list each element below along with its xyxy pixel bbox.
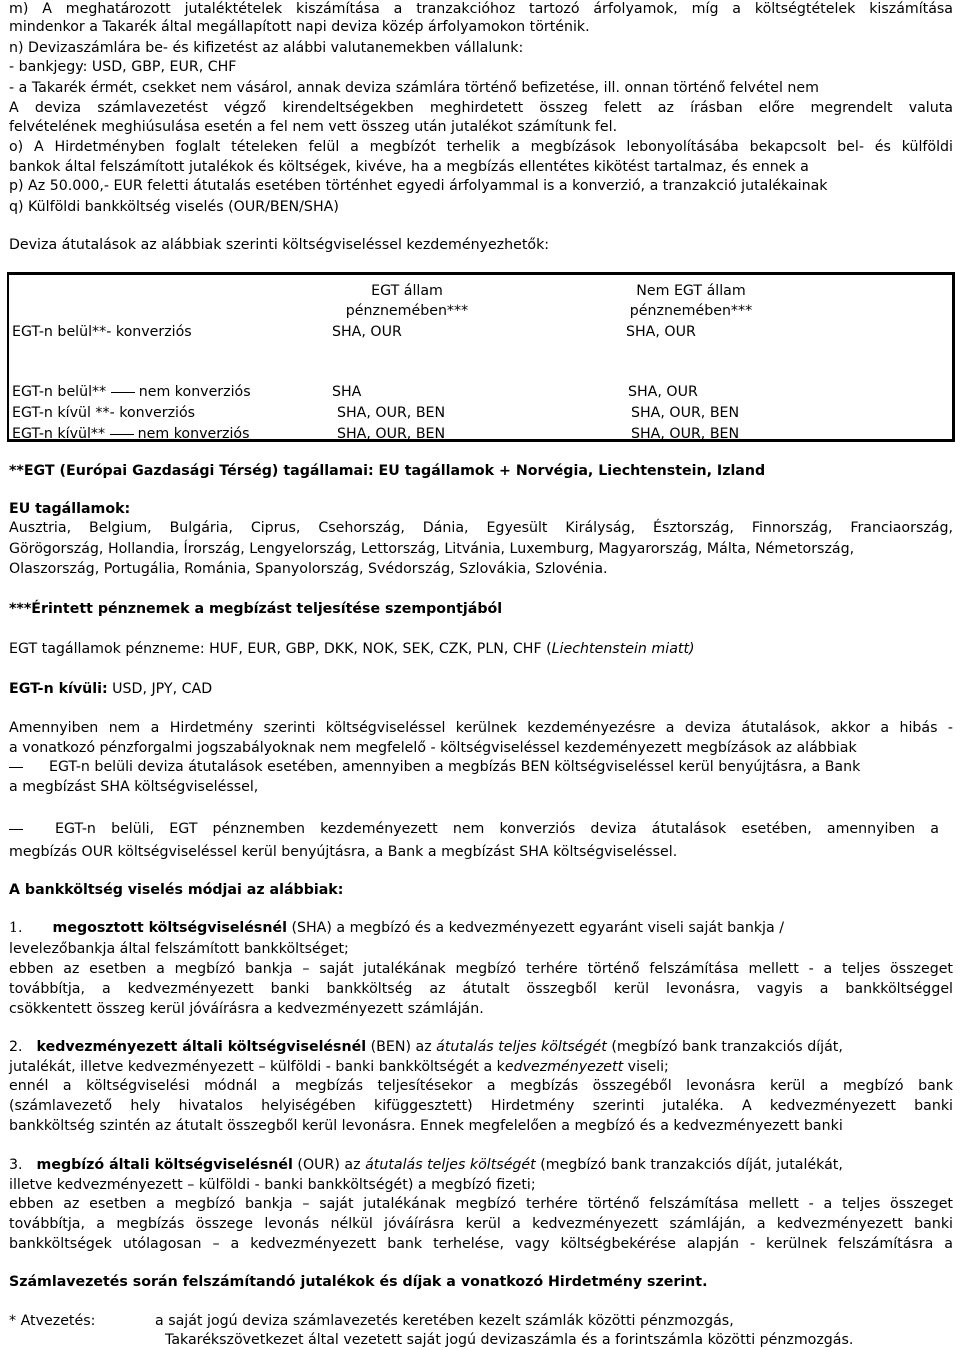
row4-non-egt: SHA, OUR, BEN bbox=[631, 426, 740, 442]
egt-currency-line bbox=[9, 640, 695, 658]
para-n-deviza-line2: felvételének meghiúsulása esetén a fel nem vett összeg után jutalékot számítunk fel. bbox=[9, 119, 618, 135]
wrong-cost-line1: Amennyiben nem a Hirdetmény szerinti költségviseléssel kerülnek kezdeményezésre a deviza átutalások, akkor a hibás - bbox=[9, 720, 953, 736]
wrong-cost-line2: a vonatkozó pénzforgalmi jogszabályoknak nem megfelelő - költségviseléssel kezdeményezett megbízások az alábbiak bbox=[9, 740, 857, 756]
mode2-number: 2. bbox=[9, 1039, 23, 1055]
header-non-egt-line2: pénznemében*** bbox=[629, 303, 753, 319]
bullet2-text: EGT-n belüli, EGT pénznemben kezdeményezett nem konverziós deviza átutalások esetében, amennyiben a bbox=[55, 821, 939, 837]
transfer-note-label: * Atvezetés: bbox=[9, 1313, 96, 1329]
fees-heading: Számlavezetés során felszámítandó jutalékok és díjak a vonatkozó Hirdetmény szerint. bbox=[9, 1274, 708, 1290]
mode3-line3: ebben az esetben a megbízó bankja – saját jutalékának megbízó terhére történő felszámítása mellett - a teljes összeget bbox=[9, 1196, 953, 1212]
non-egt-currency-line bbox=[9, 680, 212, 698]
bullet1-line2: a megbízást SHA költségviseléssel, bbox=[9, 779, 259, 795]
egt-member-note: **EGT (Európai Gazdasági Térség) tagállamai: EU tagállamok + Norvégia, Liechtenstein, Izland bbox=[9, 463, 766, 479]
row2-label bbox=[12, 383, 251, 401]
non-egt-value: USD, JPY, CAD bbox=[107, 681, 213, 697]
mode2-rest: (megbízó bank tranzakciós díját, bbox=[606, 1039, 843, 1055]
eu-heading: EU tagállamok: bbox=[9, 501, 131, 517]
row3-non-egt: SHA, OUR, BEN bbox=[631, 405, 740, 421]
mode1-line2: levelezőbankja által felszámított bankköltséget; bbox=[9, 941, 349, 957]
para-n-takarek: - a Takarék érmét, csekket nem vásárol, annak deviza számlára történő befizetése, ill. onnan történő felvétel nem bbox=[9, 80, 819, 96]
mode2-line4: (számlavezető hely hivatalos helyiségében kifüggesztett) Hirdetmény szerinti jutaléka. A kedvezményezett banki bbox=[9, 1098, 953, 1114]
para-o-line1: o) A Hirdetményben foglalt tételeken felül a megbízót terhelik a megbízások lebonyolításába bekapcsolt bel- és külföldi bbox=[9, 139, 953, 155]
mode2-italic: átutalás teljes költségét bbox=[436, 1039, 607, 1055]
header-egt-line1: EGT állam bbox=[371, 283, 443, 299]
row2-label-a: EGT-n belül** bbox=[12, 384, 107, 400]
bullet1-line1 bbox=[9, 758, 860, 776]
mode2-line1 bbox=[9, 1038, 843, 1056]
dash-icon bbox=[111, 392, 135, 393]
cost-bearing-table bbox=[7, 272, 955, 442]
mode1-line3: ebben az esetben a megbízó bankja – saját jutalékának megbízó terhére történő felszámítása mellett - a teljes összeget bbox=[9, 961, 953, 977]
mode2-line2b: edvezményezett bbox=[504, 1059, 624, 1075]
para-n-deviza-line1: A deviza számlavezetést végző kirendeltségekben meghirdetett összeg felett az írásban előre megrendelt valuta bbox=[9, 100, 953, 116]
mode3-number: 3. bbox=[9, 1157, 23, 1173]
egt-currency-text: EGT tagállamok pénzneme: HUF, EUR, GBP, DKK, NOK, SEK, CZK, PLN, CHF ( bbox=[9, 641, 552, 657]
mode3-italic: átutalás teljes költségét bbox=[365, 1157, 536, 1173]
transfer-note-line1: a saját jogú deviza számlavezetés keretében kezelt számlák közötti pénzmozgás, bbox=[155, 1313, 734, 1329]
row2-egt: SHA bbox=[332, 384, 362, 400]
mode3-line5: bankköltségek utólagosan – a kedvezményezett bank terhelése, vagy költségbekérése alapján - kerülnek felszámításra a bbox=[9, 1236, 953, 1252]
mode1-number: 1. bbox=[9, 920, 23, 936]
para-m-line1: m) A meghatározott jutaléktételek kiszámítása a tranzakcióhoz tartozó árfolyamok, míg a költségtételek kiszámítása bbox=[9, 1, 953, 17]
egt-currency-italic: Liechtenstein miatt) bbox=[551, 641, 695, 657]
eu-list-line2: Görögország, Hollandia, Írország, Lengyelország, Lettország, Litvánia, Luxemburg, Magyarország, Málta, Németország, bbox=[9, 541, 855, 557]
bullet2-line1 bbox=[9, 820, 939, 838]
mode2-line2 bbox=[9, 1058, 669, 1076]
mode3-rest: (megbízó bank tranzakciós díját, jutalékát, bbox=[535, 1157, 843, 1173]
mode2-line2c: viseli; bbox=[623, 1059, 669, 1075]
mode3-line2: illetve kedvezményezett – külföldi - banki bankköltségét) a megbízó fizeti; bbox=[9, 1177, 536, 1193]
row3-label: EGT-n kívül **- konverziós bbox=[12, 405, 196, 421]
para-o-line2: bankok által felszámított jutalékok és költségek, kivéve, ha a megbízás ellentétes kikötést tartalmaz, és ennek a bbox=[9, 159, 809, 175]
dash-bullet-icon bbox=[9, 829, 23, 830]
para-m-line2: mindenkor a Takarék által megállapított napi deviza közép árfolyamokon történik. bbox=[9, 19, 590, 35]
mode1-rest: (SHA) a megbízó és a kedvezményezett egyaránt viseli saját bankja / bbox=[286, 920, 784, 936]
header-egt-line2: pénznemében*** bbox=[345, 303, 469, 319]
row3-egt: SHA, OUR, BEN bbox=[337, 405, 446, 421]
row1-egt: SHA, OUR bbox=[332, 324, 402, 340]
eu-list-line3: Olaszország, Portugália, Románia, Spanyolország, Svédország, Szlovákia, Szlovénia. bbox=[9, 561, 608, 577]
mode2-line3: ennél a költségviselési módnál a megbízás teljesítésekor a megbízás összegéből levonásra kerül a megbízó bank bbox=[9, 1078, 953, 1094]
bullet2-line2: megbízás OUR költségviseléssel kerül benyújtásra, a Bank a megbízást SHA költségviseléssel. bbox=[9, 844, 678, 860]
dash-icon bbox=[110, 434, 134, 435]
row4-egt: SHA, OUR, BEN bbox=[337, 426, 446, 442]
transfer-intro: Deviza átutalások az alábbiak szerinti költségviseléssel kezdeményezhetők: bbox=[9, 237, 550, 253]
non-egt-label: EGT-n kívüli: bbox=[9, 681, 108, 697]
dash-bullet-icon bbox=[9, 767, 23, 768]
mode1-line1 bbox=[9, 919, 953, 937]
eu-list-line1: Ausztria, Belgium, Bulgária, Ciprus, Csehország, Dánia, Egyesült Királyság, Észtország, Finnország, Franciaország, bbox=[9, 520, 953, 536]
mode1-line5: csökkentett összeg kerül jóváírásra a kedvezményezett számláján. bbox=[9, 1001, 484, 1017]
row4-label-a: EGT-n kívül** bbox=[12, 426, 106, 442]
row4-label bbox=[12, 425, 250, 443]
row2-non-egt: SHA, OUR bbox=[628, 384, 698, 400]
mode3-line4: továbbítja, a megbízás összege levonás nélkül jóváírásra kerül a kedvezményezett számláján, a kedvezményezett banki bbox=[9, 1216, 953, 1232]
transfer-note-line2: Takarékszövetkezet által vezetett saját jogú devizaszámla és a forintszámla közötti pénzmozgás. bbox=[165, 1332, 854, 1348]
row4-label-b: nem konverziós bbox=[137, 426, 250, 442]
mode1-line4: továbbítja, a kedvezményezett banki bankköltség az átutalt összegből kerül levonásra, vagyis a bankköltséggel bbox=[9, 981, 953, 997]
para-p: p) Az 50.000,- EUR feletti átutalás esetében történhet egyedi árfolyammal is a konverzió, a tranzakció jutalékainak bbox=[9, 178, 828, 194]
mode2-bold: kedvezményezett általi költségviselésnél bbox=[36, 1039, 367, 1055]
para-n-line1: n) Devizaszámlára be- és kifizetést az alábbi valutanemekben vállalunk: bbox=[9, 40, 524, 56]
mode2-mid: (BEN) az bbox=[366, 1039, 437, 1055]
row1-non-egt: SHA, OUR bbox=[626, 324, 696, 340]
para-n-bankjegy: - bankjegy: USD, GBP, EUR, CHF bbox=[9, 59, 237, 75]
mode2-line2a: jutalékát, illetve kedvezményezett – külföldi - banki bankköltségét a k bbox=[9, 1059, 505, 1075]
mode1-bold: megosztott költségviselésnél bbox=[52, 920, 287, 936]
currency-heading: ***Érintett pénznemek a megbízást teljesítése szempontjából bbox=[9, 601, 503, 617]
para-q: q) Külföldi bankköltség viselés (OUR/BEN/SHA) bbox=[9, 199, 339, 215]
row1-label: EGT-n belül**- konverziós bbox=[12, 324, 192, 340]
modes-heading: A bankköltség viselés módjai az alábbiak: bbox=[9, 882, 344, 898]
row2-label-b: nem konverziós bbox=[138, 384, 251, 400]
mode2-line5: bankköltség szintén az átutalt összegből kerül levonásra. Ennek megfelelően a megbízó és a kedvezményezett banki bbox=[9, 1118, 843, 1134]
mode3-mid: (OUR) az bbox=[292, 1157, 366, 1173]
mode3-line1 bbox=[9, 1156, 843, 1174]
bullet1-text: EGT-n belüli deviza átutalások esetében, amennyiben a megbízás BEN költségviseléssel kerül benyújtásra, a Bank bbox=[49, 759, 861, 775]
mode3-bold: megbízó általi költségviselésnél bbox=[36, 1157, 293, 1173]
header-non-egt-line1: Nem EGT állam bbox=[636, 283, 746, 299]
